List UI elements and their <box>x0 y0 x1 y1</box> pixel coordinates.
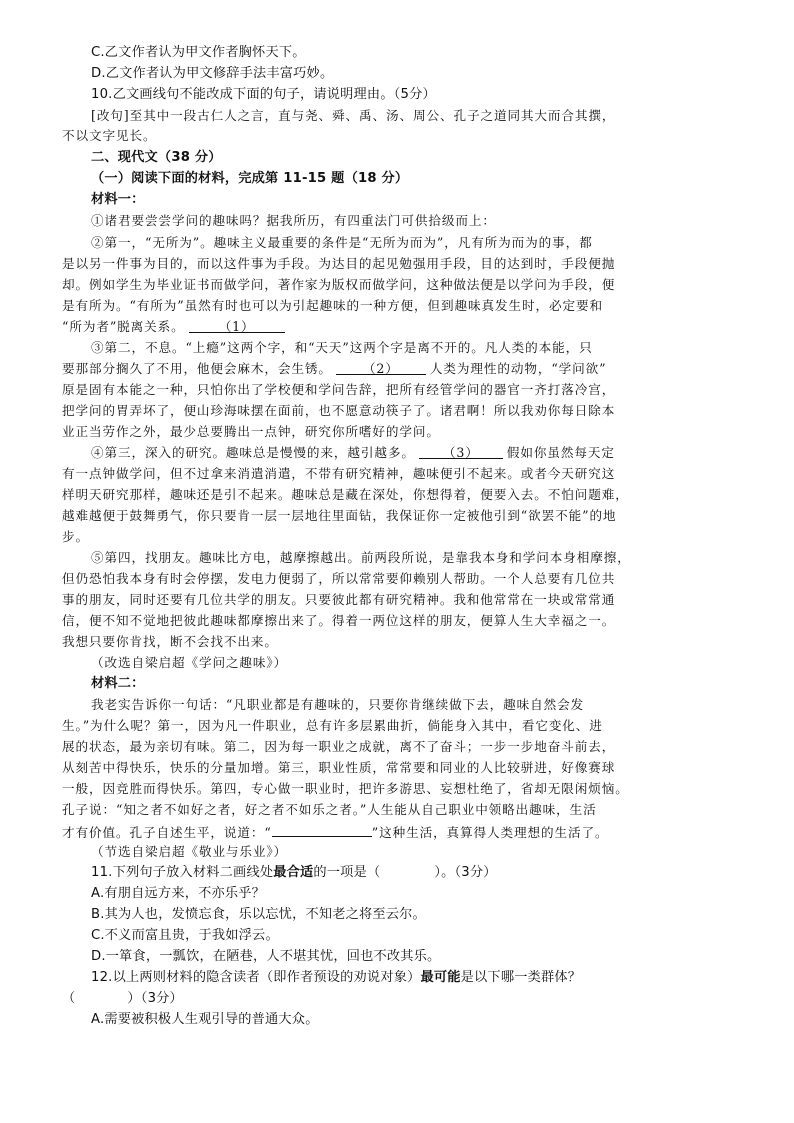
material1-para4-text: ④第三，深入的研究。趣味总是慢慢的来，越引越多。 <box>91 445 415 460</box>
material2-text: 才有价值。孔子自述生平，说道：“ <box>62 825 272 840</box>
material1-para3: ③第二，不息。“上瘾”这两个字，和“天天”这两个字是离不开的。凡人类的本能，只 <box>91 340 593 355</box>
material1-para5-line: 但仍恐怕我本身有时会停摆，发电力便弱了，所以常常要仰赖别人帮助。一个人总要有几位共 <box>62 571 616 586</box>
material2-line: 孔子说：“知之者不如好之者，好之者不如乐之者。”人生能从自己职业中领略出趣味，生活 <box>62 802 597 817</box>
q12-stem-line2 <box>62 989 183 1009</box>
material1-para3-line: 业正当劳作之外，最少总要腾出一点钟，研究你所嗜好的学问。 <box>62 424 440 439</box>
material1-label: 材料一： <box>91 192 145 207</box>
material1-para2-end: “所为者”脱离关系。 <box>62 319 185 334</box>
q11-stem-text: ）。（3分） <box>434 865 497 880</box>
material1-para1: ①诸君要尝尝学问的趣味吗？据我所历，有四重法门可供拾级而上： <box>91 213 496 228</box>
q10-revised-sentence: [改句]至其中一段古仁人之言，直与尧、舜、禹、汤、周公、孔子之道同其大而合其撰， <box>91 108 616 123</box>
material1-para4-line: 越难越便于鼓舞勇气，你只要肯一层一层地往里面钻，我保证你一定被他引到“欲罢不能”的地 <box>62 508 617 523</box>
q9-option-c: C.乙文作者认为甲文作者胸怀天下。 <box>91 45 306 60</box>
material1-para2-line: 是以另一件事为目的，而以这件事为手段。为达目的起见勉强用手段，目的达到时，手段便抛 <box>62 256 616 271</box>
blank-1-label: （1） <box>218 319 255 334</box>
material2-line: 从刻苦中得快乐，快乐的分量加增。第三，职业性质，常常要和同业的人比较骈进，好像赛球 <box>62 760 616 775</box>
blank-2 <box>336 359 426 375</box>
material2-line: 一般，因竞胜而得快乐。第四，专心做一职业时，把许多游思、妄想杜绝了，省却无限闲烦恼。 <box>62 781 629 796</box>
material2-source: （节选自梁启超《敬业与乐业》） <box>91 844 288 859</box>
material1-para4-text: 假如你虽然每天定 <box>506 445 615 460</box>
blank-1 <box>189 317 285 333</box>
q10-revised-sentence-cont: 不以文字见长。 <box>62 128 157 143</box>
q11-stem-text: 的一项是（ <box>313 865 381 880</box>
q12-stem <box>91 968 581 988</box>
material1-para3-line <box>62 359 606 379</box>
material1-source: （改选自梁启超《学问之趣味》） <box>91 655 288 670</box>
material1-para5: ⑤第四，找朋友。趣味比方电，越摩擦越出。前两段所说，是靠我本身和学问本身相摩擦， <box>91 550 631 565</box>
q11-stem-emphasis: 最合适 <box>273 865 314 880</box>
material1-para4 <box>91 443 615 463</box>
q12-option-a: A.需要被积极人生观引导的普通大众。 <box>91 1012 319 1027</box>
material1-para3-line: 把学问的胃弄坏了，便山珍海味摆在面前，也不愿意动筷子了。诸君啊！所以我劝你每日除本 <box>62 403 616 418</box>
material1-para2-line <box>62 317 285 337</box>
q11-stem <box>91 863 497 883</box>
q12-stem-text: 是以下哪一类群体？ <box>460 970 582 985</box>
blank-2-label: （2） <box>362 361 399 376</box>
q11-option-d: D.一箪食，一瓢饮，在陋巷，人不堪其忧，回也不改其乐。 <box>91 949 441 964</box>
blank-3 <box>419 443 503 459</box>
material1-para5-line: 信，便不知不觉地把彼此趣味都摩擦出来了。得着一两位这样的朋友，便算人生大幸福之一。 <box>62 613 616 628</box>
material1-para2: ②第一，“无所为”。趣味主义最重要的条件是“无所为而为”，凡有所为而为的事，都 <box>91 235 593 250</box>
q12-stem-text: ）（3分） <box>127 991 183 1006</box>
material1-para3-line: 原是固有本能之一种，只怕你出了学校便和学问告辞，把所有经管学问的器官一齐打落冷宫， <box>62 382 616 397</box>
material2-line: 生。”为什么呢？第一，因为凡一件职业，总有许多层累曲折，倘能身入其中，看它变化、进 <box>62 718 603 733</box>
material1-para2-line: 是有所为。“有所为”虽然有时也可以为引起趣味的一种方便，但到趣味真发生时，必定要和 <box>62 298 603 313</box>
q11-option-c: C.不义而富且贵，于我如浮云。 <box>91 928 279 943</box>
material1-para3-text: 人类为理性的动物，“学问欲” <box>429 361 607 376</box>
section-heading: 二、现代文（38 分） <box>91 150 222 165</box>
material1-para4-line: 样明天研究那样，趣味还是引不起来。趣味总是藏在深处，你想得着，便要入去。不怕问题难， <box>62 487 629 502</box>
material2-text: ”这种生活，真算得人类理想的生活了。 <box>371 825 609 840</box>
material1-para5-line: 我想只要你肯找，断不会找不出来。 <box>62 634 278 649</box>
blank-3-label: （3） <box>442 445 479 460</box>
underlined-blank <box>272 821 372 837</box>
material1-para4-line: 有一点钟做学问，但不过拿来消遣消遣，不带有研究精神，趣味便引不起来。或者今天研究这 <box>62 466 616 481</box>
section-subheading: （一）阅读下面的材料，完成第 11-15 题（18 分） <box>91 171 409 186</box>
q9-option-d: D.乙文作者认为甲文修辞手法丰富巧妙。 <box>91 66 334 81</box>
q12-stem-emphasis: 最可能 <box>420 970 461 985</box>
material1-para2-line: 却。例如学生为毕业证书而做学问，著作家为版权而做学问，这种做法便是以学问为手段，便 <box>62 277 616 292</box>
q11-stem-text: 11.下列句子放入材料二画线处 <box>91 865 274 880</box>
material1-para5-line: 事的朋友，同时还要有几位共学的朋友。只要彼此都有研究精神。我和他常常在一块或常常通 <box>62 592 616 607</box>
material2-para: 我老实告诉你一句话：“凡职业都是有趣味的，只要你肯继续做下去，趣味自然会发 <box>91 697 585 712</box>
material2-label: 材料二： <box>91 676 145 691</box>
q11-option-b: B.其为人也，发愤忘食，乐以忘忧，不知老之将至云尔。 <box>91 907 426 922</box>
q12-stem-text: 12.以上两则材料的隐含读者（即作者预设的劝说对象） <box>91 970 421 985</box>
material1-para4-line: 步。 <box>62 529 89 544</box>
material1-para3-text: 要那部分搁久了不用，他便会麻木，会生锈。 <box>62 361 332 376</box>
material2-line: 展的状态，最为亲切有味。第二，因为每一职业之成就，离不了奋斗；一步一步地奋斗前去， <box>62 739 616 754</box>
q10-stem: 10.乙文画线句不能改成下面的句子，请说明理由。（5分） <box>91 87 436 102</box>
q12-stem-text: （ <box>62 991 76 1006</box>
q11-option-a: A.有朋自远方来，不亦乐乎？ <box>91 886 266 901</box>
material2-line <box>62 821 608 843</box>
